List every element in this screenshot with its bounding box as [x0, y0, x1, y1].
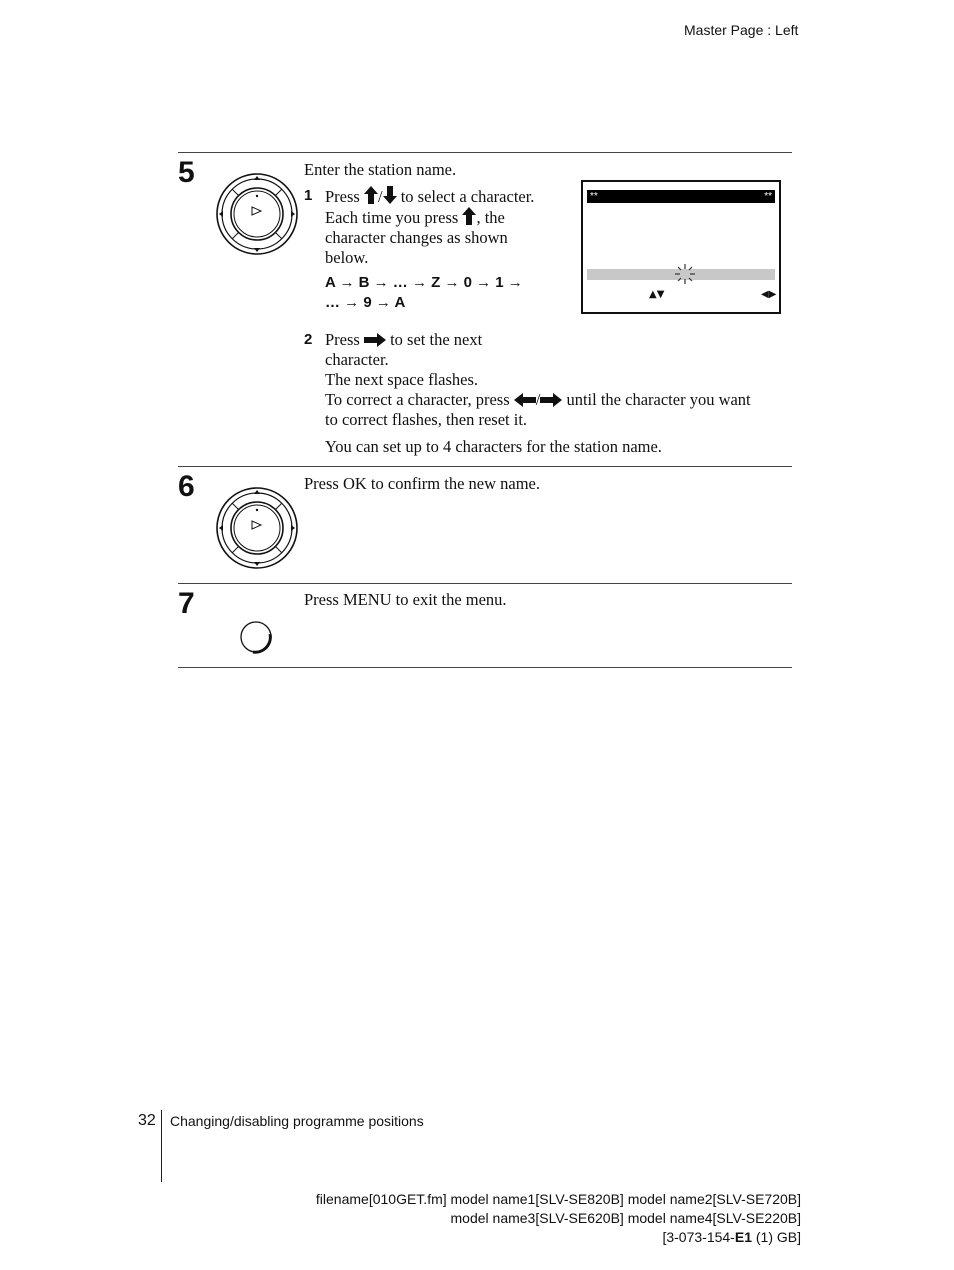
file-line: [316, 1228, 801, 1247]
down-arrow-icon: [383, 186, 397, 204]
text-fragment: Press: [325, 187, 360, 206]
text-fragment: to select a character.: [400, 187, 535, 206]
step-6-text: Press OK to confirm the new name.: [304, 474, 540, 493]
substep-2-text: [325, 330, 795, 430]
right-arrow-icon: [364, 333, 386, 347]
text-fragment: To correct a character, press: [325, 390, 510, 409]
text-line: character changes as shown: [325, 228, 508, 247]
flashing-cursor-icon: [673, 262, 697, 286]
text-line: to correct flashes, then reset it.: [325, 410, 528, 429]
master-page-label: Master Page : Left: [684, 22, 799, 38]
slash: /: [535, 390, 541, 409]
slash: /: [377, 187, 383, 206]
file-line: model name3[SLV-SE620B] model name4[SLV-SE220B]: [450, 1210, 801, 1226]
character-sequence: [325, 273, 523, 313]
text-line: [325, 390, 795, 410]
up-down-hint: ▲▼: [649, 289, 665, 300]
left-arrow-icon: [514, 393, 536, 407]
divider: [178, 152, 792, 153]
sequence-line: A → B → … → Z → 0 → 1 →: [325, 274, 523, 291]
joystick-control-icon: [215, 486, 299, 570]
page-number: 32: [138, 1112, 156, 1129]
text-line: [325, 186, 575, 207]
step-5-note: You can set up to 4 characters for the station name.: [325, 437, 662, 456]
step-5-intro: Enter the station name.: [304, 160, 457, 179]
sequence-line: … → 9 → A: [325, 294, 406, 311]
substep-number: 1: [304, 187, 313, 204]
up-arrow-icon: [364, 186, 378, 204]
text-fragment: Each time you press: [325, 208, 459, 227]
step-number: 5: [178, 156, 195, 189]
substep-1-text: [325, 186, 575, 268]
file-info: [316, 1190, 801, 1247]
text-line: [325, 207, 575, 228]
text-line: character.: [325, 350, 389, 369]
joystick-control-icon: [215, 172, 299, 256]
left-right-hint: ◀▶: [761, 289, 777, 300]
step-number: 7: [178, 587, 195, 620]
text-fragment: Press: [325, 330, 360, 349]
text-line: [325, 330, 795, 350]
step-number: 6: [178, 470, 195, 503]
code-part: [3-073-154-: [662, 1229, 735, 1245]
menu-button-icon: [239, 620, 275, 656]
substep-number: 2: [304, 331, 313, 348]
code-part-bold: E1: [734, 1229, 752, 1245]
divider: [178, 583, 792, 584]
step-7-text: Press MENU to exit the menu.: [304, 590, 507, 609]
left-mark: **: [590, 191, 598, 202]
file-line: filename[010GET.fm] model name1[SLV-SE820B] model name2[SLV-SE720B]: [315, 1191, 801, 1207]
title-bar: [587, 190, 775, 203]
margin-line: [161, 1110, 162, 1182]
text-fragment: until the character you want: [566, 390, 751, 409]
right-arrow-icon: [540, 393, 562, 407]
text-fragment: to set the next: [390, 330, 483, 349]
text-line: The next space flashes.: [325, 370, 479, 389]
section-title: Changing/disabling programme positions: [170, 1113, 424, 1129]
right-mark: **: [764, 191, 772, 202]
up-arrow-icon: [462, 207, 476, 225]
text-fragment: , the: [476, 208, 505, 227]
divider: [178, 466, 792, 467]
divider: [178, 667, 792, 668]
station-name-screen: [581, 180, 781, 314]
text-line: below.: [325, 248, 369, 267]
code-part: (1) GB]: [751, 1229, 801, 1245]
